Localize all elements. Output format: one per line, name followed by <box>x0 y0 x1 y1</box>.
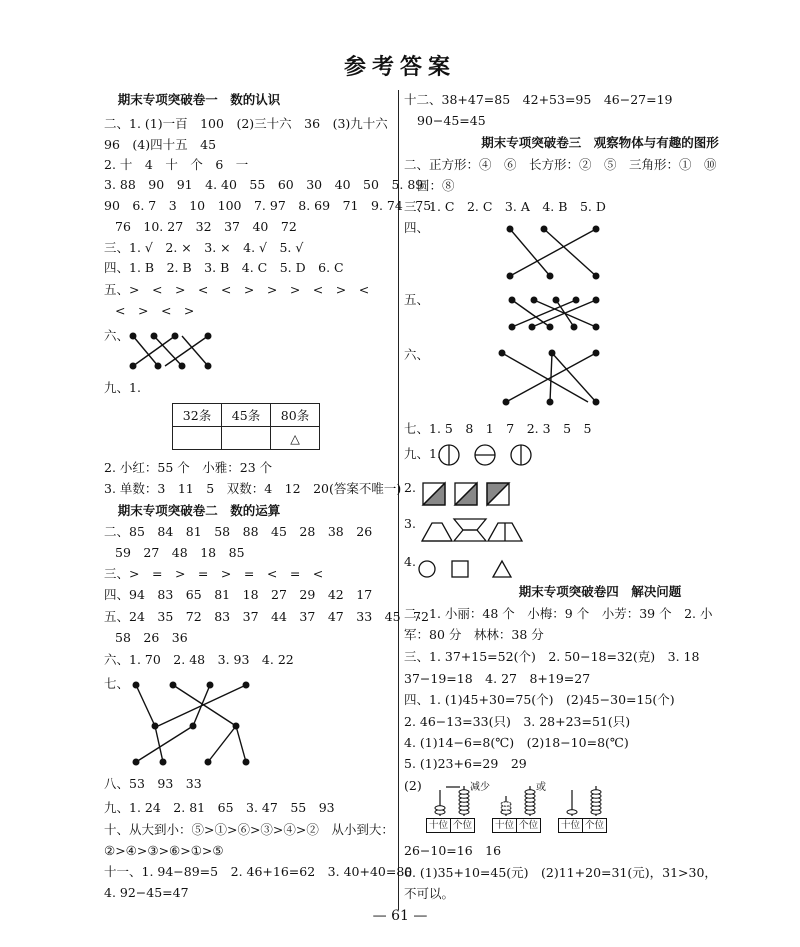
answer-line: 二、1. (1)一百 100 (2)三十六 36 (3)九十六 <box>104 116 388 131</box>
answer-line: 六、 <box>404 347 430 362</box>
abacus-base-1 <box>426 818 475 833</box>
answer-line: 九、1. 24 2. 81 65 3. 47 55 93 <box>104 800 335 815</box>
answer-line: 六、 <box>104 328 130 343</box>
answer-line: 59 27 48 18 85 <box>115 545 245 560</box>
answer-line: 五、> < > < < > > > < > < <box>104 282 370 297</box>
table-cell <box>173 427 222 450</box>
ones-label: 个位 <box>451 818 475 833</box>
basic-shapes-figures <box>418 558 518 582</box>
ones-label: 个位 <box>517 818 541 833</box>
answer-line: 三、1. 37+15=52(个) 2. 50−18=32(克) 3. 18 <box>404 649 700 664</box>
table-cell: 45条 <box>222 404 271 427</box>
table-cell: 32条 <box>173 404 222 427</box>
answer-line: 90−45=45 <box>417 113 486 128</box>
answer-line: 二、1. 小丽：48 个 小梅：9 个 小芳：39 个 2. 小 <box>404 606 713 621</box>
answer-line: 四、1. (1)45+30=75(个) (2)45−30=15(个) <box>404 692 675 707</box>
answer-line: 三、1. C 2. C 3. A 4. B 5. D <box>404 199 606 214</box>
answer-line: 四、 <box>404 220 430 235</box>
answer-line: 六、1. 70 2. 48 3. 93 4. 22 <box>104 652 294 667</box>
section-heading-3: 期末专项突破卷三 观察物体与有趣的图形 <box>481 135 719 150</box>
answer-line: 76 10. 27 32 37 40 72 <box>115 219 297 234</box>
answer-line: 八、53 93 33 <box>104 776 202 791</box>
answer-line: 二、85 84 81 58 88 45 28 38 26 <box>104 524 373 539</box>
answer-line: 九、1. <box>404 446 441 461</box>
answer-line: 2. 十 4 十 个 6 一 <box>104 157 249 172</box>
answer-line: 十一、1. 94−89=5 2. 46+16=62 3. 40+40=80 <box>104 864 413 879</box>
answer-line: 5. (1)23+6=29 29 <box>404 756 527 771</box>
shaded-square-figures <box>422 482 522 508</box>
answer-line: ②>④>③>⑥>①>⑤ <box>104 843 224 858</box>
answer-line: 3. 单数：3 11 5 双数：4 12 20(答案不唯一) <box>104 481 402 496</box>
answer-line: 不可以。 <box>404 886 455 901</box>
matching-diagram-5 <box>504 295 604 335</box>
answer-line: 37−19=18 4. 27 8+19=27 <box>404 671 591 686</box>
answer-line: 圆：⑧ <box>417 178 455 193</box>
answer-line: 26−10=16 16 <box>404 843 502 858</box>
answer-line: 2. 小红：55 个 小雅：23 个 <box>104 460 273 475</box>
answer-line: 四、1. B 2. B 3. B 4. C 5. D 6. C <box>104 260 344 275</box>
section-heading-2: 期末专项突破卷二 数的运算 <box>117 503 281 518</box>
answer-line: 58 26 36 <box>115 630 188 645</box>
ones-label: 个位 <box>583 818 607 833</box>
abacus-base-3 <box>558 818 607 833</box>
answer-line: 4. <box>404 554 416 569</box>
table-cell <box>222 427 271 450</box>
answer-line: 3. 88 90 91 4. 40 55 60 30 40 50 5. 89 <box>104 177 424 192</box>
answer-line: 九、1. <box>104 380 141 395</box>
matching-diagram-6r <box>496 348 606 408</box>
abacus-group <box>424 780 624 836</box>
answer-line: 五、24 35 72 83 37 44 37 47 33 45 72 <box>104 609 429 624</box>
answer-line: 三、> = > = > = < = < <box>104 566 324 581</box>
tens-label: 十位 <box>492 818 517 833</box>
tens-label: 十位 <box>426 818 451 833</box>
table-cell: 80条 <box>271 404 320 427</box>
answer-line: 90 6. 7 3 10 100 7. 97 8. 69 71 9. 74 75 <box>104 198 432 213</box>
matching-diagram-6 <box>125 330 215 370</box>
abacus-drawings <box>424 784 624 818</box>
answer-line: 2. <box>404 480 416 495</box>
answer-line: (2) <box>404 778 422 793</box>
answer-line: 七、1. 5 8 1 7 2. 3 5 5 <box>404 421 592 436</box>
answer-line: 3. <box>404 516 416 531</box>
answer-line: 四、94 83 65 81 18 27 29 42 17 <box>104 587 373 602</box>
answer-line: 4. 92−45=47 <box>104 885 189 900</box>
matching-diagram-4 <box>504 224 604 284</box>
answer-line: 2. 46−13=33(只) 3. 28+23=51(只) <box>404 714 631 729</box>
answer-line: < > < > <box>115 303 195 318</box>
answer-table <box>172 403 320 450</box>
matching-diagram-7 <box>128 680 268 770</box>
abacus-base-2 <box>492 818 541 833</box>
section-heading-4: 期末专项突破卷四 解决问题 <box>518 584 682 599</box>
or-label: 或 <box>536 782 546 793</box>
answer-line: 五、 <box>404 292 430 307</box>
answer-line: 军：80 分 林林：38 分 <box>404 627 544 642</box>
circle-division-figures <box>438 443 538 469</box>
table-cell: △ <box>271 427 320 450</box>
page-title: 参考答案 <box>343 54 456 80</box>
answer-line: 二、正方形：④ ⑥ 长方形：② ⑤ 三角形：① ⑩ <box>404 157 717 172</box>
answer-line: 4. (1)14−6=8(℃) (2)18−10=8(℃) <box>404 735 629 750</box>
answer-line: 十二、38+47=85 42+53=95 46−27=19 <box>404 92 673 107</box>
section-heading-1: 期末专项突破卷一 数的认识 <box>117 92 281 107</box>
reduce-label: 减少 <box>470 782 490 793</box>
answer-line: 6. (1)35+10=45(元) (2)11+20=31(元)，31>30， <box>404 865 717 880</box>
answer-line: 七、 <box>104 676 130 691</box>
answer-line: 三、1. √ 2. × 3. × 4. √ 5. √ <box>104 240 304 255</box>
answer-line: 十、从大到小：⑤>①>⑥>③>④>② 从小到大： <box>104 822 394 837</box>
tens-label: 十位 <box>558 818 583 833</box>
page-number: — 61 — <box>372 908 428 924</box>
shape-assembly-figures <box>420 517 530 545</box>
answer-line: 96 (4)四十五 45 <box>104 137 217 152</box>
